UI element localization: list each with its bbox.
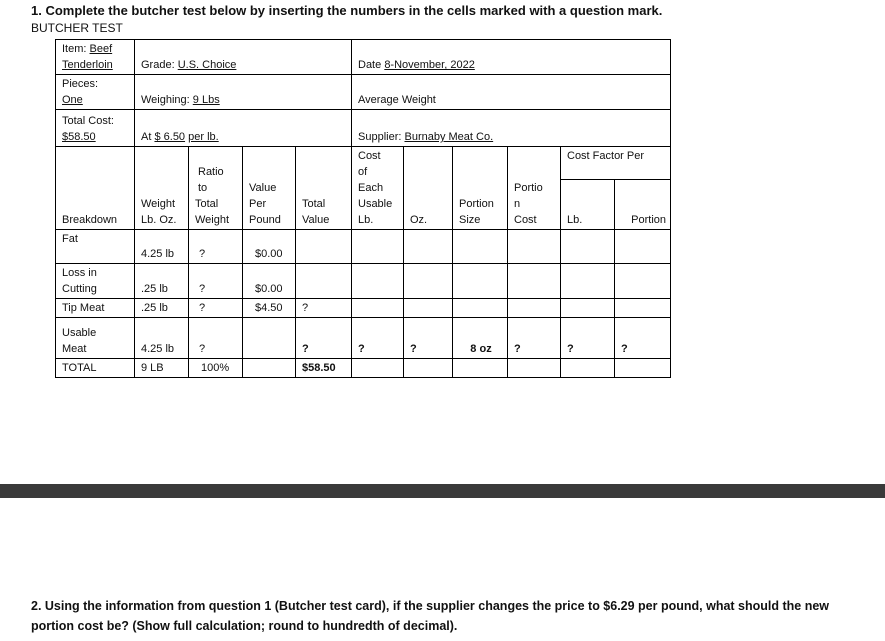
header-value-per-pound — [243, 147, 296, 230]
row-label — [56, 264, 135, 299]
portion-size-cell — [453, 230, 508, 264]
portion-cost-cell — [508, 359, 561, 378]
header-weight — [135, 147, 189, 230]
header-value-2: Per — [249, 198, 267, 210]
date-value: 8-November, 2022 — [384, 59, 475, 71]
value-per-pound-cell: $0.00 — [243, 264, 296, 299]
portion-cost-cell — [508, 299, 561, 318]
question-2-text: 2. Using the information from question 1 (Butcher test card), if the supplier changes the price to $6.29 per pound, what should the new portion cost be? (Show full calculation; round to hundredth of decimal). — [31, 599, 830, 633]
separator-bar — [0, 484, 885, 498]
header-cost-2: of — [358, 166, 368, 178]
header-ratio-2: to — [198, 182, 208, 194]
value-per-pound-cell — [243, 318, 296, 359]
header-portion-cost-1: Portio — [514, 182, 543, 194]
portion-cost-cell — [508, 230, 561, 264]
cf-lb-cell — [561, 230, 615, 264]
total-value-cell — [296, 264, 352, 299]
pieces-row — [56, 75, 671, 110]
ratio-cell: ? — [189, 264, 243, 299]
cf-portion-cell — [615, 264, 671, 299]
item-value: Beef — [89, 43, 113, 55]
oz-cell — [404, 359, 453, 378]
question-1-text: 1. Complete the butcher test below by inserting the numbers in the cells marked with a question mark. — [31, 3, 663, 18]
row-label: Tip Meat — [56, 299, 135, 318]
row-label-2: Cutting — [62, 283, 97, 295]
header-ratio — [189, 147, 243, 230]
weight-cell: .25 lb — [135, 299, 189, 318]
oz-cell — [404, 264, 453, 299]
at-label: At — [141, 131, 152, 143]
row-label-2: Meat — [62, 343, 87, 355]
portion-size-cell — [453, 299, 508, 318]
total-value-cell: $58.50 — [296, 359, 352, 378]
portion-size-cell: 8 oz — [453, 318, 508, 359]
cost-each-cell — [352, 359, 404, 378]
weight-cell: 4.25 lb — [135, 318, 189, 359]
total-value-cell: ? — [296, 318, 352, 359]
header-cf-lb: Lb. — [561, 180, 615, 230]
weighing-cell — [135, 75, 352, 110]
header-portion-size — [453, 147, 508, 230]
header-value-1: Value — [249, 182, 277, 194]
row-label-1: Usable — [62, 327, 97, 339]
pieces-label: Pieces: — [62, 78, 99, 90]
header-row-1 — [56, 147, 671, 180]
value-per-pound-cell: $0.00 — [243, 230, 296, 264]
header-cost-1: Cost — [358, 150, 381, 162]
header-breakdown: Breakdown — [56, 147, 135, 230]
total-cost-cell — [56, 110, 135, 147]
header-cost-4: Usable — [358, 198, 393, 210]
cf-portion-cell — [615, 299, 671, 318]
header-lb-oz: Lb. Oz. — [141, 214, 177, 226]
cf-portion-cell: ? — [615, 318, 671, 359]
oz-cell — [404, 230, 453, 264]
item-value-2: Tenderloin — [62, 59, 113, 71]
total-value-cell — [296, 230, 352, 264]
header-portion-cost-2: n — [514, 198, 521, 210]
portion-size-cell — [453, 264, 508, 299]
date-label: Date — [358, 59, 382, 71]
supplier-cell — [352, 110, 671, 147]
header-cost-factor: Cost Factor Per — [561, 147, 671, 180]
row-label — [56, 318, 135, 359]
header-total-1: Total — [302, 198, 326, 210]
header-portion-cost — [508, 147, 561, 230]
supplier-value: Burnaby Meat Co. — [404, 131, 494, 143]
header-ratio-1: Ratio — [198, 166, 224, 178]
row-label: Fat — [56, 230, 135, 264]
header-total-value — [296, 147, 352, 230]
header-cost-5: Lb. — [358, 214, 374, 226]
table-row — [56, 318, 671, 359]
value-per-pound-cell — [243, 359, 296, 378]
weighing-label: Weighing: — [141, 94, 190, 106]
cost-each-cell — [352, 299, 404, 318]
header-portion-size-1: Portion — [459, 198, 494, 210]
cf-portion-cell — [615, 359, 671, 378]
total-cost-label: Total Cost: — [62, 115, 114, 127]
weighing-value: 9 Lbs — [192, 94, 220, 106]
ratio-cell: 100% — [189, 359, 243, 378]
header-cf-portion: Portion — [615, 180, 671, 230]
weight-cell: 9 LB — [135, 359, 189, 378]
total-cost-value: $58.50 — [62, 131, 96, 143]
header-cost-each-usable — [352, 147, 404, 230]
cf-lb-cell — [561, 299, 615, 318]
pieces-cell — [56, 75, 135, 110]
weight-cell: 4.25 lb — [135, 230, 189, 264]
cf-portion-cell — [615, 230, 671, 264]
ratio-cell: ? — [189, 230, 243, 264]
supplier-label: Supplier: — [358, 131, 402, 143]
table-row — [56, 264, 671, 299]
item-label: Item: — [62, 43, 87, 55]
cf-lb-cell — [561, 264, 615, 299]
total-cost-row — [56, 110, 671, 147]
cf-lb-cell — [561, 359, 615, 378]
average-weight-cell: Average Weight — [352, 75, 671, 110]
cost-each-cell: ? — [352, 318, 404, 359]
item-row — [56, 40, 671, 75]
value-per-pound-cell: $4.50 — [243, 299, 296, 318]
item-cell — [56, 40, 135, 75]
header-portion-size-2: Size — [459, 214, 481, 226]
pieces-value: One — [62, 94, 83, 106]
portion-size-cell — [453, 359, 508, 378]
row-label: TOTAL — [56, 359, 135, 378]
price-cell — [135, 110, 352, 147]
total-value-cell: ? — [296, 299, 352, 318]
header-weight-label: Weight — [141, 198, 176, 210]
header-total-2: Value — [302, 214, 330, 226]
portion-cost-cell: ? — [508, 318, 561, 359]
table-row — [56, 299, 671, 318]
grade-value: U.S. Choice — [177, 59, 237, 71]
grade-cell — [135, 40, 352, 75]
ratio-cell: ? — [189, 318, 243, 359]
grade-label: Grade: — [141, 59, 175, 71]
butcher-test-subtitle: BUTCHER TEST — [31, 21, 123, 35]
oz-cell — [404, 299, 453, 318]
butcher-test-table — [55, 39, 671, 378]
cf-lb-cell: ? — [561, 318, 615, 359]
header-cost-3: Each — [358, 182, 384, 194]
header-value-3: Pound — [249, 214, 281, 226]
row-label-1: Loss in — [62, 267, 97, 279]
date-cell — [352, 40, 671, 75]
cost-each-cell — [352, 264, 404, 299]
ratio-cell: ? — [189, 299, 243, 318]
cost-each-cell — [352, 230, 404, 264]
portion-cost-cell — [508, 264, 561, 299]
header-oz: Oz. — [404, 147, 453, 230]
header-ratio-3: Total — [195, 198, 219, 210]
header-portion-cost-3: Cost — [514, 214, 537, 226]
at-value: $ 6.50 — [154, 131, 186, 143]
at-unit: per lb. — [188, 131, 219, 143]
weight-cell: .25 lb — [135, 264, 189, 299]
table-row — [56, 230, 671, 264]
header-ratio-4: Weight — [195, 214, 230, 226]
total-row — [56, 359, 671, 378]
oz-cell: ? — [404, 318, 453, 359]
